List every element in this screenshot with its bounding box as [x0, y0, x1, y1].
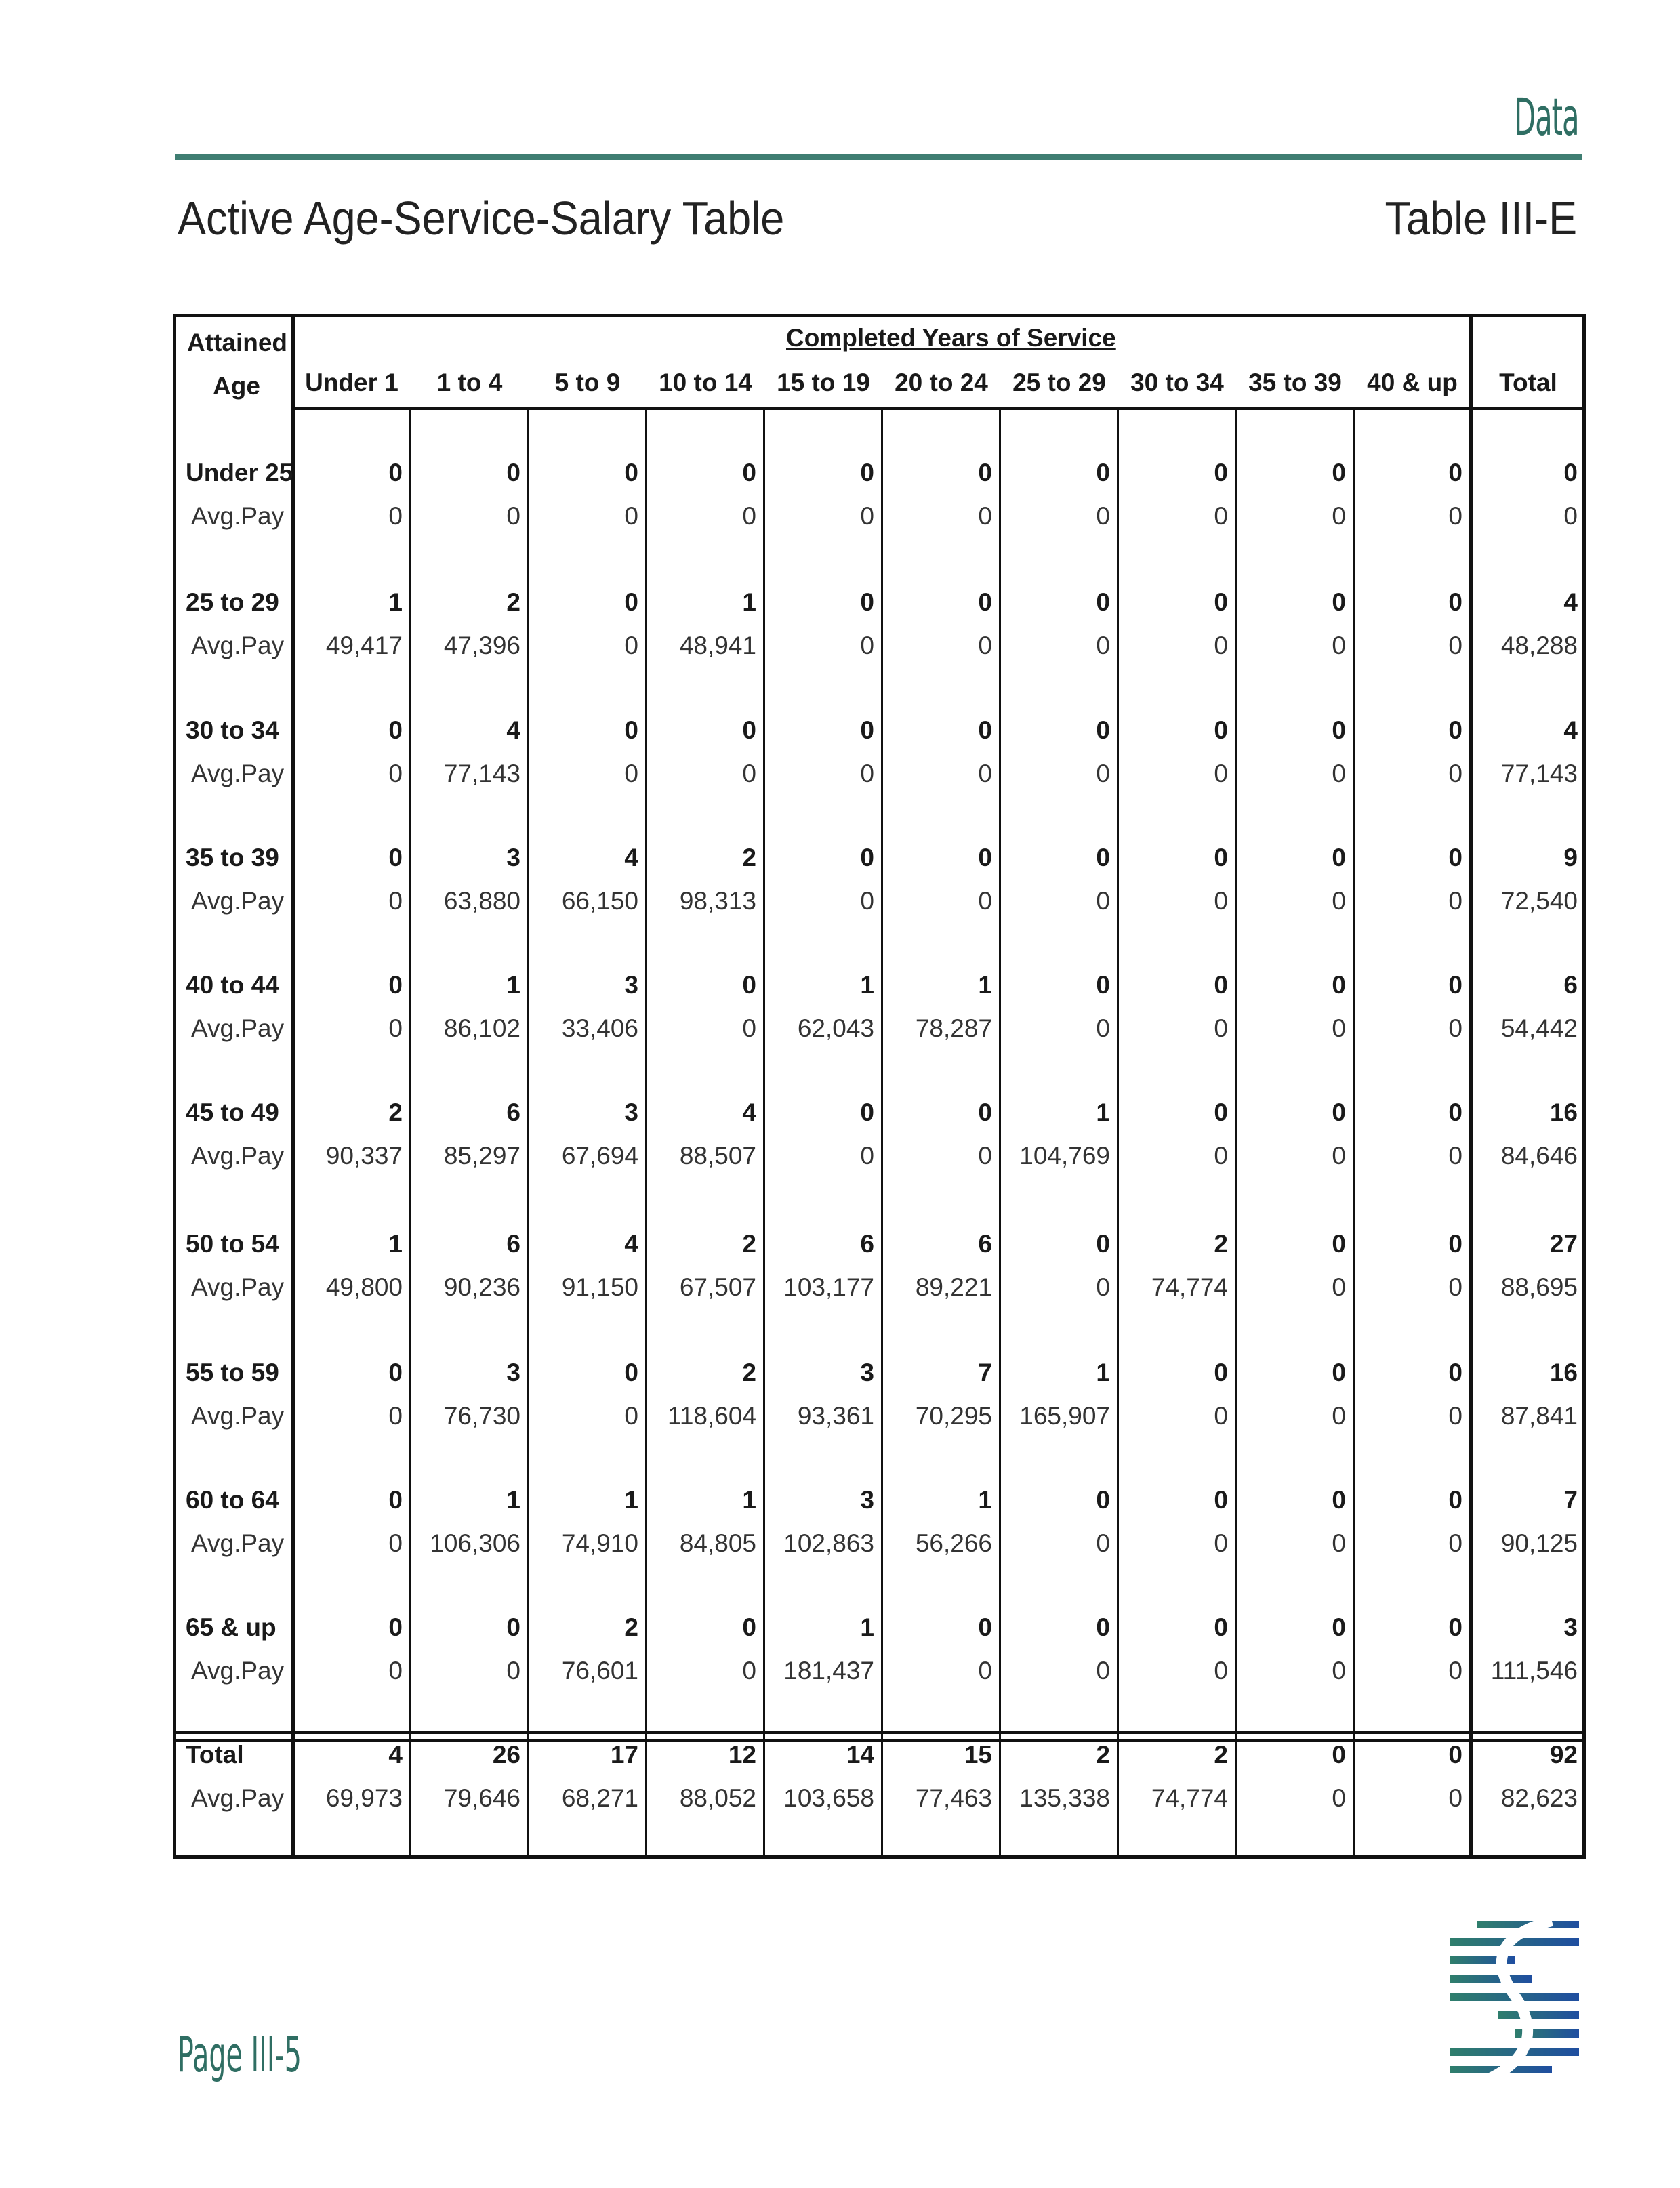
- avg-pay-cell: 0: [978, 632, 992, 659]
- count-cell: 2: [742, 1230, 756, 1258]
- avg-pay-cell: 0: [1096, 1529, 1110, 1557]
- row-pay-label: Avg.Pay: [191, 1014, 285, 1042]
- page-title: Active Age-Service-Salary Table: [178, 192, 785, 245]
- count-cell: 6: [860, 1230, 874, 1258]
- count-cell: 3: [506, 844, 520, 871]
- avg-pay-cell: 0: [742, 1014, 756, 1042]
- avg-pay-cell: 0: [1214, 887, 1228, 915]
- count-cell: 0: [1448, 1359, 1462, 1386]
- count-cell: 0: [1448, 459, 1462, 487]
- row-pay-label: Avg.Pay: [191, 1657, 285, 1685]
- count-cell: 0: [860, 459, 874, 487]
- count-cell: 4: [388, 1741, 403, 1769]
- count-cell: 26: [492, 1741, 520, 1769]
- count-cell: 0: [624, 1359, 638, 1386]
- avg-pay-cell: 0: [1332, 1273, 1346, 1301]
- count-cell: 1: [388, 588, 403, 616]
- avg-pay-cell: 0: [1214, 1402, 1228, 1430]
- count-cell: 17: [610, 1741, 638, 1769]
- avg-pay-cell: 74,774: [1151, 1273, 1228, 1301]
- avg-pay-cell: 0: [1332, 632, 1346, 659]
- count-cell: 0: [388, 971, 403, 999]
- row-age-label: 65 & up: [186, 1613, 276, 1641]
- count-cell: 0: [1332, 459, 1346, 487]
- avg-pay-cell: 0: [1096, 1014, 1110, 1042]
- avg-pay-cell: 0: [388, 1402, 403, 1430]
- count-cell: 0: [1448, 1098, 1462, 1126]
- count-cell: 1: [978, 971, 992, 999]
- avg-pay-cell: 0: [506, 502, 520, 530]
- count-cell: 0: [1448, 588, 1462, 616]
- count-cell: 3: [624, 1098, 638, 1126]
- avg-pay-cell: 0: [1096, 1657, 1110, 1685]
- avg-pay-cell: 135,338: [1019, 1784, 1110, 1812]
- count-cell: 0: [1214, 1098, 1228, 1126]
- avg-pay-cell: 0: [1332, 1142, 1346, 1170]
- avg-pay-cell: 0: [388, 760, 403, 787]
- count-cell: 1: [1096, 1359, 1110, 1386]
- avg-pay-cell: 0: [388, 1014, 403, 1042]
- count-cell: 0: [506, 459, 520, 487]
- column-header: 25 to 29: [1012, 369, 1106, 396]
- avg-pay-cell: 0: [1448, 760, 1462, 787]
- count-cell: 4: [506, 716, 520, 744]
- avg-pay-cell: 0: [1214, 1014, 1228, 1042]
- count-cell: 1: [860, 971, 874, 999]
- count-cell: 0: [1096, 1613, 1110, 1641]
- count-cell: 0: [860, 716, 874, 744]
- avg-pay-cell: 0: [1448, 1784, 1462, 1812]
- avg-pay-cell: 67,694: [561, 1142, 638, 1170]
- column-header: 30 to 34: [1130, 369, 1224, 396]
- company-logo-icon: [1450, 1921, 1579, 2087]
- avg-pay-cell: 0: [1214, 760, 1228, 787]
- avg-pay-cell: 0: [1448, 1273, 1462, 1301]
- count-cell: 0: [388, 459, 403, 487]
- count-cell: 1: [388, 1230, 403, 1258]
- count-cell: 3: [860, 1359, 874, 1386]
- count-cell: 0: [1448, 1613, 1462, 1641]
- count-cell: 2: [1096, 1741, 1110, 1769]
- header-divider: [293, 407, 1586, 410]
- avg-pay-cell: 82,623: [1500, 1784, 1578, 1812]
- avg-pay-cell: 90,337: [325, 1142, 403, 1170]
- count-cell: 0: [1448, 971, 1462, 999]
- count-cell: 1: [1096, 1098, 1110, 1126]
- count-cell: 0: [1332, 1359, 1346, 1386]
- avg-pay-cell: 47,396: [443, 632, 520, 659]
- count-cell: 3: [860, 1486, 874, 1514]
- avg-pay-cell: 78,287: [915, 1014, 992, 1042]
- avg-pay-cell: 76,730: [443, 1402, 520, 1430]
- avg-pay-cell: 62,043: [797, 1014, 874, 1042]
- avg-pay-cell: 89,221: [915, 1273, 992, 1301]
- count-cell: 0: [624, 459, 638, 487]
- avg-pay-cell: 49,417: [325, 632, 403, 659]
- count-cell: 2: [506, 588, 520, 616]
- column-header: 35 to 39: [1248, 369, 1342, 396]
- row-pay-label: Avg.Pay: [191, 1529, 285, 1557]
- avg-pay-cell: 0: [978, 1142, 992, 1170]
- count-cell: 0: [388, 1486, 403, 1514]
- avg-pay-cell: 0: [624, 632, 638, 659]
- avg-pay-cell: 72,540: [1500, 887, 1578, 915]
- count-cell: 1: [506, 971, 520, 999]
- count-cell: 0: [742, 1613, 756, 1641]
- avg-pay-cell: 63,880: [443, 887, 520, 915]
- count-cell: 2: [742, 1359, 756, 1386]
- count-cell: 1: [978, 1486, 992, 1514]
- count-cell: 6: [978, 1230, 992, 1258]
- row-age-label: Under 25: [186, 459, 293, 487]
- avg-pay-cell: 106,306: [430, 1529, 520, 1557]
- avg-pay-cell: 84,646: [1500, 1142, 1578, 1170]
- count-cell: 0: [1214, 844, 1228, 871]
- count-cell: 0: [1096, 971, 1110, 999]
- avg-pay-cell: 88,052: [679, 1784, 756, 1812]
- count-cell: 16: [1549, 1098, 1578, 1126]
- avg-pay-cell: 84,805: [679, 1529, 756, 1557]
- avg-pay-cell: 0: [1332, 1657, 1346, 1685]
- count-cell: 0: [1332, 716, 1346, 744]
- avg-pay-cell: 0: [1214, 1142, 1228, 1170]
- count-cell: 2: [1214, 1230, 1228, 1258]
- row-age-label: Total: [186, 1741, 244, 1769]
- section-label: Data: [1513, 87, 1578, 147]
- avg-pay-cell: 48,941: [679, 632, 756, 659]
- avg-pay-cell: 66,150: [561, 887, 638, 915]
- avg-pay-cell: 88,695: [1500, 1273, 1578, 1301]
- row-age-label: 45 to 49: [186, 1098, 279, 1126]
- count-cell: 4: [742, 1098, 756, 1126]
- avg-pay-cell: 111,546: [1490, 1657, 1578, 1685]
- avg-pay-cell: 0: [860, 1142, 874, 1170]
- row-age-label: 50 to 54: [186, 1230, 279, 1258]
- avg-pay-cell: 0: [742, 760, 756, 787]
- avg-pay-cell: 0: [1448, 887, 1462, 915]
- count-cell: 0: [978, 716, 992, 744]
- avg-pay-cell: 69,973: [325, 1784, 403, 1812]
- avg-pay-cell: 0: [978, 887, 992, 915]
- row-pay-label: Avg.Pay: [191, 1784, 285, 1812]
- count-cell: 1: [742, 588, 756, 616]
- row-pay-label: Avg.Pay: [191, 1402, 285, 1430]
- avg-pay-cell: 49,800: [325, 1273, 403, 1301]
- avg-pay-cell: 0: [1214, 1657, 1228, 1685]
- avg-pay-cell: 0: [860, 632, 874, 659]
- column-header: Total: [1499, 369, 1557, 396]
- count-cell: 1: [742, 1486, 756, 1514]
- avg-pay-cell: 104,769: [1019, 1142, 1110, 1170]
- avg-pay-cell: 33,406: [561, 1014, 638, 1042]
- avg-pay-cell: 0: [1332, 1529, 1346, 1557]
- avg-pay-cell: 85,297: [443, 1142, 520, 1170]
- row-age-label: 25 to 29: [186, 588, 279, 616]
- row-pay-label: Avg.Pay: [191, 632, 285, 659]
- row-age-label: 55 to 59: [186, 1359, 279, 1386]
- count-cell: 3: [624, 971, 638, 999]
- avg-pay-cell: 0: [1096, 502, 1110, 530]
- avg-pay-cell: 90,236: [443, 1273, 520, 1301]
- age-header: Age: [213, 372, 260, 400]
- count-cell: 2: [1214, 1741, 1228, 1769]
- age-header: Attained: [187, 329, 287, 356]
- avg-pay-cell: 0: [506, 1657, 520, 1685]
- avg-pay-cell: 74,910: [561, 1529, 638, 1557]
- count-cell: 0: [1448, 716, 1462, 744]
- count-cell: 0: [742, 971, 756, 999]
- count-cell: 0: [1448, 1741, 1462, 1769]
- avg-pay-cell: 0: [1332, 887, 1346, 915]
- avg-pay-cell: 0: [742, 1657, 756, 1685]
- count-cell: 9: [1563, 844, 1578, 871]
- avg-pay-cell: 0: [742, 502, 756, 530]
- count-cell: 4: [1563, 716, 1578, 744]
- count-cell: 0: [1214, 716, 1228, 744]
- count-cell: 0: [1096, 588, 1110, 616]
- avg-pay-cell: 0: [1332, 502, 1346, 530]
- count-cell: 6: [1563, 971, 1578, 999]
- avg-pay-cell: 103,177: [783, 1273, 874, 1301]
- avg-pay-cell: 103,658: [783, 1784, 874, 1812]
- avg-pay-cell: 0: [1448, 632, 1462, 659]
- count-cell: 0: [860, 844, 874, 871]
- count-cell: 0: [1214, 1486, 1228, 1514]
- page-number: Page III-5: [178, 2026, 302, 2083]
- avg-pay-cell: 0: [860, 760, 874, 787]
- avg-pay-cell: 70,295: [915, 1402, 992, 1430]
- count-cell: 0: [1332, 971, 1346, 999]
- avg-pay-cell: 0: [1448, 1402, 1462, 1430]
- row-pay-label: Avg.Pay: [191, 1142, 285, 1170]
- avg-pay-cell: 48,288: [1500, 632, 1578, 659]
- avg-pay-cell: 0: [624, 760, 638, 787]
- avg-pay-cell: 0: [388, 1529, 403, 1557]
- avg-pay-cell: 0: [1096, 1273, 1110, 1301]
- column-group-title: Completed Years of Service: [786, 324, 1116, 352]
- count-cell: 7: [978, 1359, 992, 1386]
- count-cell: 4: [1563, 588, 1578, 616]
- count-cell: 0: [742, 716, 756, 744]
- avg-pay-cell: 93,361: [797, 1402, 874, 1430]
- avg-pay-cell: 118,604: [668, 1402, 756, 1430]
- avg-pay-cell: 56,266: [915, 1529, 992, 1557]
- count-cell: 12: [728, 1741, 756, 1769]
- header-rule: [175, 154, 1582, 160]
- count-cell: 0: [1096, 716, 1110, 744]
- count-cell: 3: [506, 1359, 520, 1386]
- count-cell: 0: [860, 588, 874, 616]
- count-cell: 0: [1214, 459, 1228, 487]
- count-cell: 3: [1563, 1613, 1578, 1641]
- count-cell: 14: [846, 1741, 874, 1769]
- count-cell: 0: [1332, 1230, 1346, 1258]
- count-cell: 6: [506, 1098, 520, 1126]
- avg-pay-cell: 0: [1448, 1014, 1462, 1042]
- count-cell: 4: [624, 1230, 638, 1258]
- avg-pay-cell: 86,102: [443, 1014, 520, 1042]
- count-cell: 0: [978, 844, 992, 871]
- avg-pay-cell: 0: [1448, 502, 1462, 530]
- column-header: 20 to 24: [895, 369, 988, 396]
- count-cell: 0: [624, 588, 638, 616]
- count-cell: 0: [1214, 588, 1228, 616]
- avg-pay-cell: 0: [1214, 502, 1228, 530]
- count-cell: 2: [624, 1613, 638, 1641]
- avg-pay-cell: 88,507: [679, 1142, 756, 1170]
- avg-pay-cell: 77,143: [443, 760, 520, 787]
- count-cell: 0: [1214, 971, 1228, 999]
- count-cell: 0: [1214, 1359, 1228, 1386]
- row-pay-label: Avg.Pay: [191, 760, 285, 787]
- avg-pay-cell: 102,863: [783, 1529, 874, 1557]
- count-cell: 0: [1096, 1486, 1110, 1514]
- count-cell: 0: [1332, 1486, 1346, 1514]
- count-cell: 0: [978, 1613, 992, 1641]
- count-cell: 0: [1332, 1741, 1346, 1769]
- count-cell: 0: [1096, 1230, 1110, 1258]
- column-header: 5 to 9: [554, 369, 621, 396]
- count-cell: 0: [742, 459, 756, 487]
- count-cell: 1: [860, 1613, 874, 1641]
- count-cell: 0: [1448, 1230, 1462, 1258]
- count-cell: 0: [978, 459, 992, 487]
- avg-pay-cell: 0: [1563, 502, 1578, 530]
- avg-pay-cell: 98,313: [679, 887, 756, 915]
- avg-pay-cell: 67,507: [679, 1273, 756, 1301]
- avg-pay-cell: 0: [860, 502, 874, 530]
- count-cell: 1: [506, 1486, 520, 1514]
- row-age-label: 30 to 34: [186, 716, 279, 744]
- avg-pay-cell: 87,841: [1500, 1402, 1578, 1430]
- column-header: 40 & up: [1367, 369, 1458, 396]
- avg-pay-cell: 0: [624, 1402, 638, 1430]
- count-cell: 0: [1096, 844, 1110, 871]
- avg-pay-cell: 54,442: [1500, 1014, 1578, 1042]
- count-cell: 92: [1549, 1741, 1578, 1769]
- count-cell: 0: [1332, 1098, 1346, 1126]
- count-cell: 0: [1214, 1613, 1228, 1641]
- count-cell: 0: [506, 1613, 520, 1641]
- count-cell: 27: [1549, 1230, 1578, 1258]
- avg-pay-cell: 90,125: [1500, 1529, 1578, 1557]
- count-cell: 0: [1332, 1613, 1346, 1641]
- count-cell: 0: [388, 1613, 403, 1641]
- total-divider: [173, 1731, 1586, 1734]
- row-age-label: 60 to 64: [186, 1486, 279, 1514]
- avg-pay-cell: 0: [388, 502, 403, 530]
- count-cell: 1: [624, 1486, 638, 1514]
- row-pay-label: Avg.Pay: [191, 887, 285, 915]
- avg-pay-cell: 77,143: [1500, 760, 1578, 787]
- count-cell: 0: [1448, 1486, 1462, 1514]
- avg-pay-cell: 165,907: [1019, 1402, 1110, 1430]
- avg-pay-cell: 77,463: [915, 1784, 992, 1812]
- count-cell: 2: [742, 844, 756, 871]
- count-cell: 16: [1549, 1359, 1578, 1386]
- count-cell: 4: [624, 844, 638, 871]
- count-cell: 0: [1332, 844, 1346, 871]
- count-cell: 6: [506, 1230, 520, 1258]
- column-header: 15 to 19: [777, 369, 870, 396]
- count-cell: 2: [388, 1098, 403, 1126]
- count-cell: 0: [1563, 459, 1578, 487]
- avg-pay-cell: 91,150: [561, 1273, 638, 1301]
- avg-pay-cell: 0: [1096, 887, 1110, 915]
- avg-pay-cell: 0: [388, 887, 403, 915]
- avg-pay-cell: 0: [1214, 1529, 1228, 1557]
- avg-pay-cell: 0: [388, 1657, 403, 1685]
- avg-pay-cell: 0: [1448, 1142, 1462, 1170]
- count-cell: 0: [388, 844, 403, 871]
- avg-pay-cell: 0: [624, 502, 638, 530]
- row-age-label: 35 to 39: [186, 844, 279, 871]
- avg-pay-cell: 0: [1096, 760, 1110, 787]
- column-header: 10 to 14: [659, 369, 752, 396]
- count-cell: 0: [388, 716, 403, 744]
- count-cell: 0: [1096, 459, 1110, 487]
- avg-pay-cell: 0: [978, 1657, 992, 1685]
- avg-pay-cell: 0: [860, 887, 874, 915]
- avg-pay-cell: 0: [1332, 760, 1346, 787]
- avg-pay-cell: 76,601: [561, 1657, 638, 1685]
- count-cell: 0: [624, 716, 638, 744]
- avg-pay-cell: 79,646: [443, 1784, 520, 1812]
- count-cell: 7: [1563, 1486, 1578, 1514]
- avg-pay-cell: 0: [1332, 1402, 1346, 1430]
- avg-pay-cell: 74,774: [1151, 1784, 1228, 1812]
- avg-pay-cell: 0: [1448, 1529, 1462, 1557]
- avg-pay-cell: 0: [978, 760, 992, 787]
- table-id: Table III-E: [1385, 192, 1577, 245]
- avg-pay-cell: 68,271: [561, 1784, 638, 1812]
- count-cell: 15: [964, 1741, 992, 1769]
- count-cell: 0: [388, 1359, 403, 1386]
- avg-pay-cell: 0: [978, 502, 992, 530]
- count-cell: 0: [978, 1098, 992, 1126]
- count-cell: 0: [978, 588, 992, 616]
- column-header: 1 to 4: [436, 369, 503, 396]
- count-cell: 0: [1448, 844, 1462, 871]
- count-cell: 0: [1332, 588, 1346, 616]
- avg-pay-cell: 0: [1096, 632, 1110, 659]
- row-pay-label: Avg.Pay: [191, 502, 285, 530]
- avg-pay-cell: 0: [1214, 632, 1228, 659]
- avg-pay-cell: 0: [1332, 1784, 1346, 1812]
- row-pay-label: Avg.Pay: [191, 1273, 285, 1301]
- count-cell: 0: [860, 1098, 874, 1126]
- avg-pay-cell: 0: [1332, 1014, 1346, 1042]
- row-age-label: 40 to 44: [186, 971, 279, 999]
- column-header: Under 1: [305, 369, 398, 396]
- avg-pay-cell: 181,437: [783, 1657, 874, 1685]
- avg-pay-cell: 0: [1448, 1657, 1462, 1685]
